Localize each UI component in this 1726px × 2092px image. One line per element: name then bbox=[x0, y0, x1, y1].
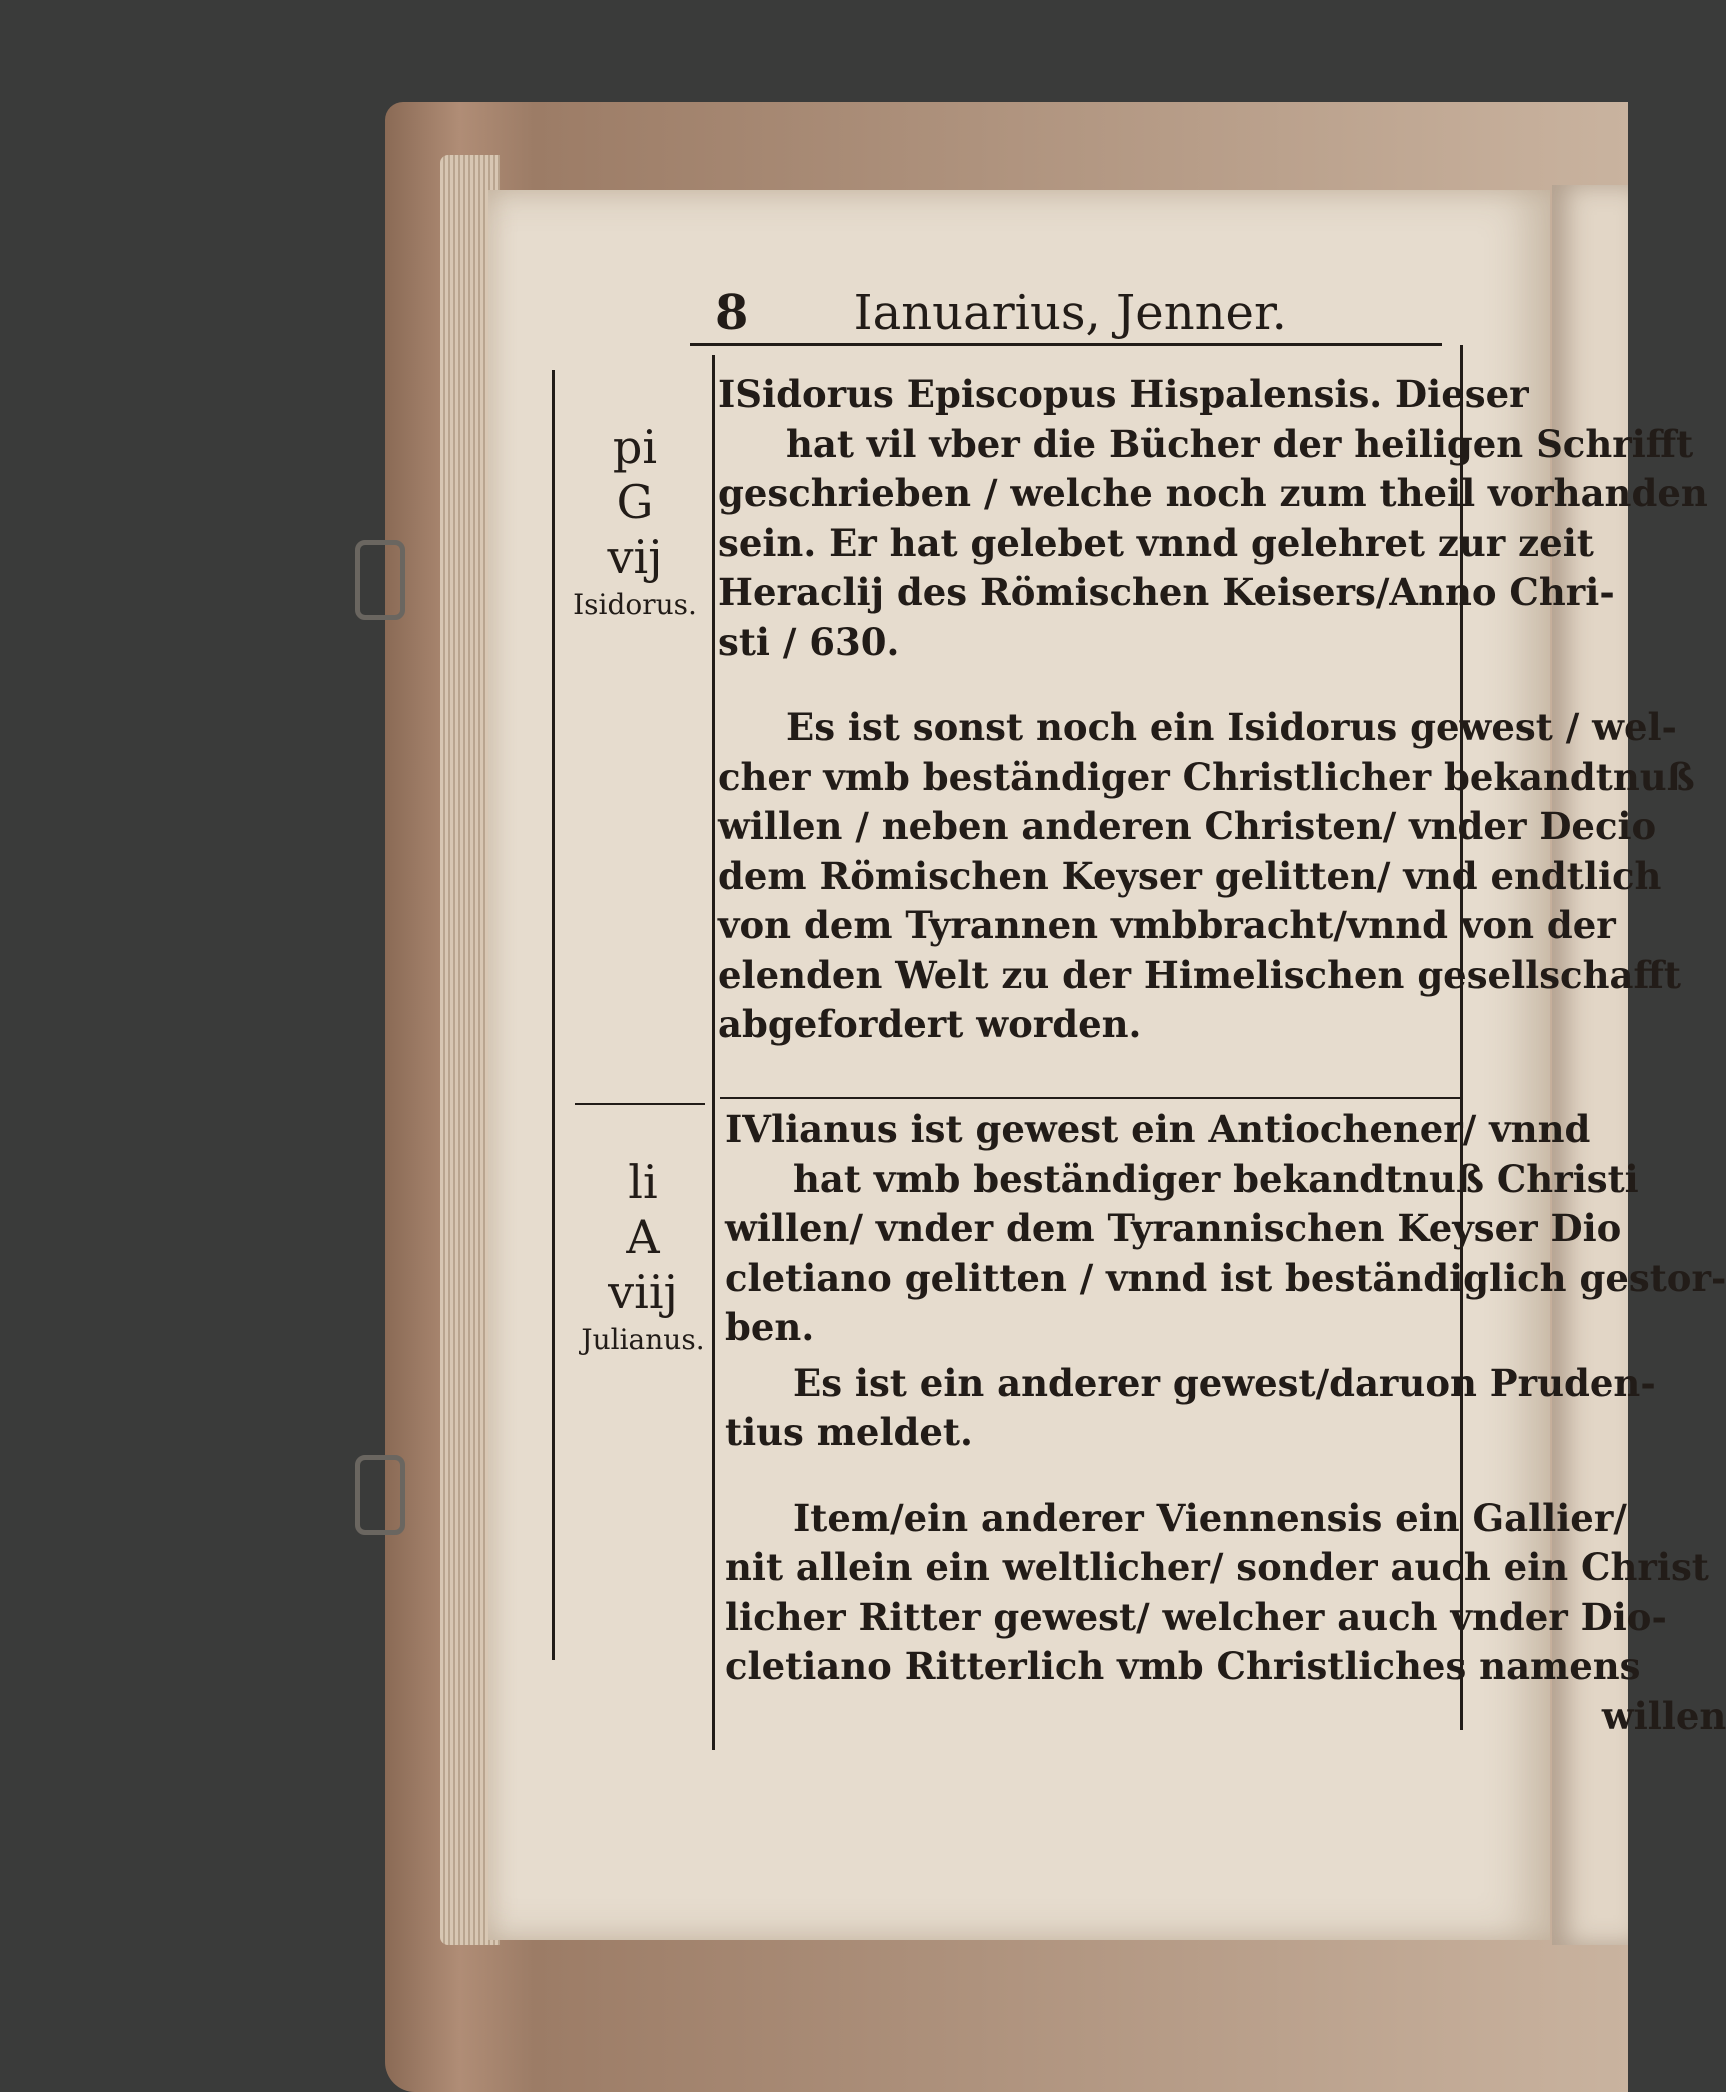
page-number: 8 bbox=[715, 285, 749, 341]
saint-name: Julianus. bbox=[581, 1323, 705, 1356]
header-rule bbox=[690, 343, 1442, 346]
text-line: Heraclij des Römischen Keisers/Anno Chri- bbox=[718, 570, 1615, 614]
text-line: cletiano gelitten / vnnd ist beständiglich gestor- bbox=[725, 1255, 1726, 1300]
text-line: sein. Er hat gelebet vnnd gelehret zur zeit bbox=[718, 520, 1594, 565]
clasp bbox=[355, 540, 405, 620]
text-line: von dem Tyrannen vmbbracht/vnnd von der bbox=[718, 903, 1616, 947]
text-line: cher vmb beständiger Christlicher bekandtnuß bbox=[718, 754, 1695, 799]
dominical-letter: G bbox=[616, 475, 654, 529]
text-line: willen/ vnder dem Tyrannischen Keyser Dio bbox=[725, 1206, 1622, 1250]
page-title: Ianuarius, Jenner. bbox=[853, 285, 1287, 341]
text-line: hat vil vber die Bücher der heiligen Schrifft bbox=[786, 421, 1694, 466]
text-line: nit allein ein weltlicher/ sonder auch ein Christ bbox=[725, 1545, 1709, 1589]
entry-text bbox=[718, 370, 1708, 1050]
text-line: ben. bbox=[725, 1305, 815, 1349]
date-numeral: vij bbox=[607, 530, 663, 584]
text-line: IVlianus ist gewest ein Antiochener/ vnnd bbox=[725, 1107, 1591, 1151]
text-line: elenden Welt zu der Himelischen gesellschafft bbox=[718, 952, 1681, 997]
text-line: Item/ein anderer Viennensis ein Gallier/ bbox=[793, 1495, 1627, 1540]
column-rule bbox=[712, 355, 715, 1750]
text-line: abgefordert worden. bbox=[718, 1002, 1142, 1046]
text-line: Es ist ein anderer gewest/daruon Pruden- bbox=[793, 1360, 1656, 1405]
margin-notes bbox=[568, 1155, 718, 1360]
text-line: hat vmb beständiger bekandtnuß Christi bbox=[793, 1156, 1639, 1201]
text-line: tius meldet. bbox=[725, 1410, 973, 1454]
text-line: Es ist sonst noch ein Isidorus gewest / wel- bbox=[786, 705, 1677, 749]
entry-divider bbox=[720, 1097, 1460, 1099]
text-line: sti / 630. bbox=[718, 619, 900, 664]
date-numeral: viij bbox=[608, 1265, 678, 1319]
margin-notes bbox=[560, 420, 710, 625]
text-line: ISidorus Episcopus Hispalensis. Dieser bbox=[718, 372, 1529, 416]
page-header bbox=[715, 285, 1415, 345]
entry-divider bbox=[575, 1103, 705, 1105]
entry-text bbox=[725, 1105, 1726, 1741]
dominical-letter: A bbox=[626, 1210, 660, 1264]
day-number: pi bbox=[612, 420, 658, 474]
text-line: geschrieben / welche noch zum theil vorhanden bbox=[718, 471, 1708, 515]
catchword: willen bbox=[1601, 1693, 1726, 1738]
text-line: cletiano Ritterlich vmb Christliches namens bbox=[725, 1644, 1641, 1688]
text-line: dem Römischen Keyser gelitten/ vnd endtlich bbox=[718, 853, 1662, 898]
text-line: licher Ritter gewest/ welcher auch vnder Dio- bbox=[725, 1594, 1667, 1639]
clasp bbox=[355, 1455, 405, 1535]
saint-name: Isidorus. bbox=[573, 588, 697, 621]
text-line: willen / neben anderen Christen/ vnder Decio bbox=[718, 804, 1657, 848]
margin-rule bbox=[552, 370, 555, 1660]
day-number: li bbox=[628, 1155, 658, 1209]
